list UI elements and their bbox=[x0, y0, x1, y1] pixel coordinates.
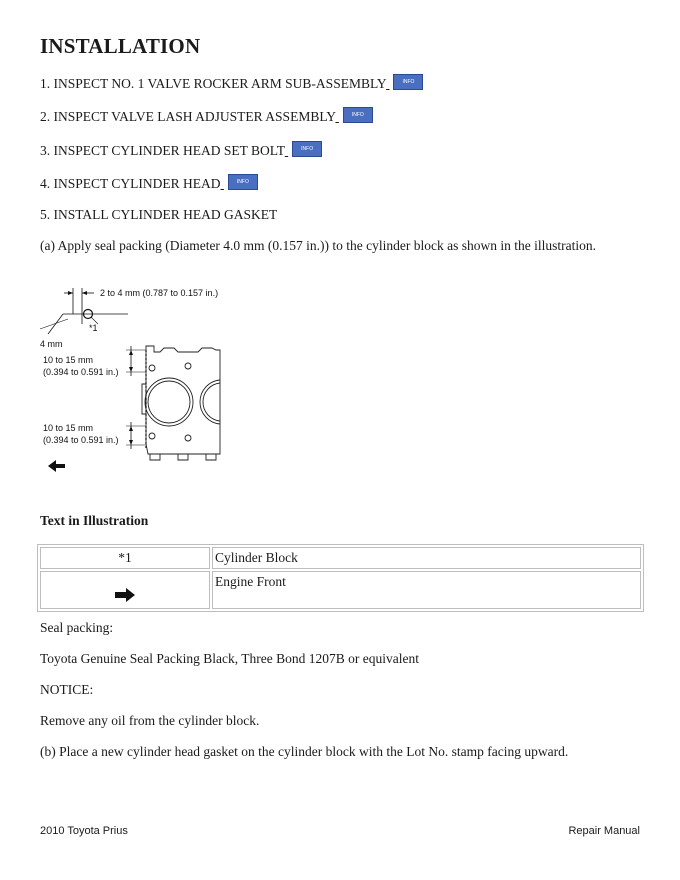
callout-1: *1 bbox=[89, 323, 98, 333]
seal-packing-illustration bbox=[38, 284, 228, 474]
page-title: INSTALLATION bbox=[40, 34, 201, 58]
dim-upper-line2: (0.394 to 0.591 in.) bbox=[43, 367, 119, 377]
step-4-text: 4. INSPECT CYLINDER HEAD bbox=[40, 176, 221, 191]
notice-text: Remove any oil from the cylinder block. bbox=[40, 713, 260, 728]
table-row bbox=[40, 571, 641, 609]
info-button-step-3[interactable]: INFO bbox=[292, 141, 322, 157]
step-2 bbox=[40, 109, 373, 126]
info-button-step-1[interactable]: INFO bbox=[393, 74, 423, 90]
step-1-text: 1. INSPECT NO. 1 VALVE ROCKER ARM SUB-ASSEMBLY bbox=[40, 76, 387, 91]
table-row bbox=[40, 547, 641, 569]
step-5: 5. INSTALL CYLINDER HEAD GASKET bbox=[40, 207, 278, 222]
info-button-step-4[interactable]: INFO bbox=[228, 174, 258, 190]
step-a: (a) Apply seal packing (Diameter 4.0 mm (0.157 in.)) to the cylinder block as shown in the illustration. bbox=[40, 238, 596, 253]
dim-left-label: 4 mm bbox=[40, 339, 63, 349]
legend-value-1: Cylinder Block bbox=[212, 547, 641, 569]
notice-label: NOTICE: bbox=[40, 682, 94, 697]
step-3-text: 3. INSPECT CYLINDER HEAD SET BOLT bbox=[40, 143, 285, 158]
legend-value-2: Engine Front bbox=[212, 571, 641, 609]
footer-left: 2010 Toyota Prius bbox=[40, 825, 128, 837]
legend-title: Text in Illustration bbox=[40, 513, 149, 528]
step-4 bbox=[40, 176, 258, 193]
cylinder-block-drawing bbox=[142, 346, 220, 460]
dim-upper-line1: 10 to 15 mm bbox=[43, 355, 94, 365]
dim-lower-line2: (0.394 to 0.591 in.) bbox=[43, 435, 119, 445]
seal-packing-value: Toyota Genuine Seal Packing Black, Three Bond 1207B or equivalent bbox=[40, 651, 419, 666]
footer-right: Repair Manual bbox=[568, 825, 640, 837]
seal-packing-label: Seal packing: bbox=[40, 620, 114, 635]
illustration-legend-table bbox=[37, 544, 644, 612]
info-button-step-2[interactable]: INFO bbox=[343, 107, 373, 123]
dim-lower-line1: 10 to 15 mm bbox=[43, 423, 94, 433]
step-1 bbox=[40, 76, 423, 93]
legend-key-2 bbox=[40, 571, 210, 609]
arrow-right-icon bbox=[115, 588, 135, 602]
dim-top-label: 2 to 4 mm (0.787 to 0.157 in.) bbox=[100, 288, 219, 298]
engine-front-arrow-icon bbox=[48, 460, 65, 472]
step-3 bbox=[40, 143, 322, 160]
step-2-text: 2. INSPECT VALVE LASH ADJUSTER ASSEMBLY bbox=[40, 109, 336, 124]
step-b: (b) Place a new cylinder head gasket on the cylinder block with the Lot No. stamp facing upward. bbox=[40, 744, 569, 759]
legend-key-1: *1 bbox=[40, 547, 210, 569]
